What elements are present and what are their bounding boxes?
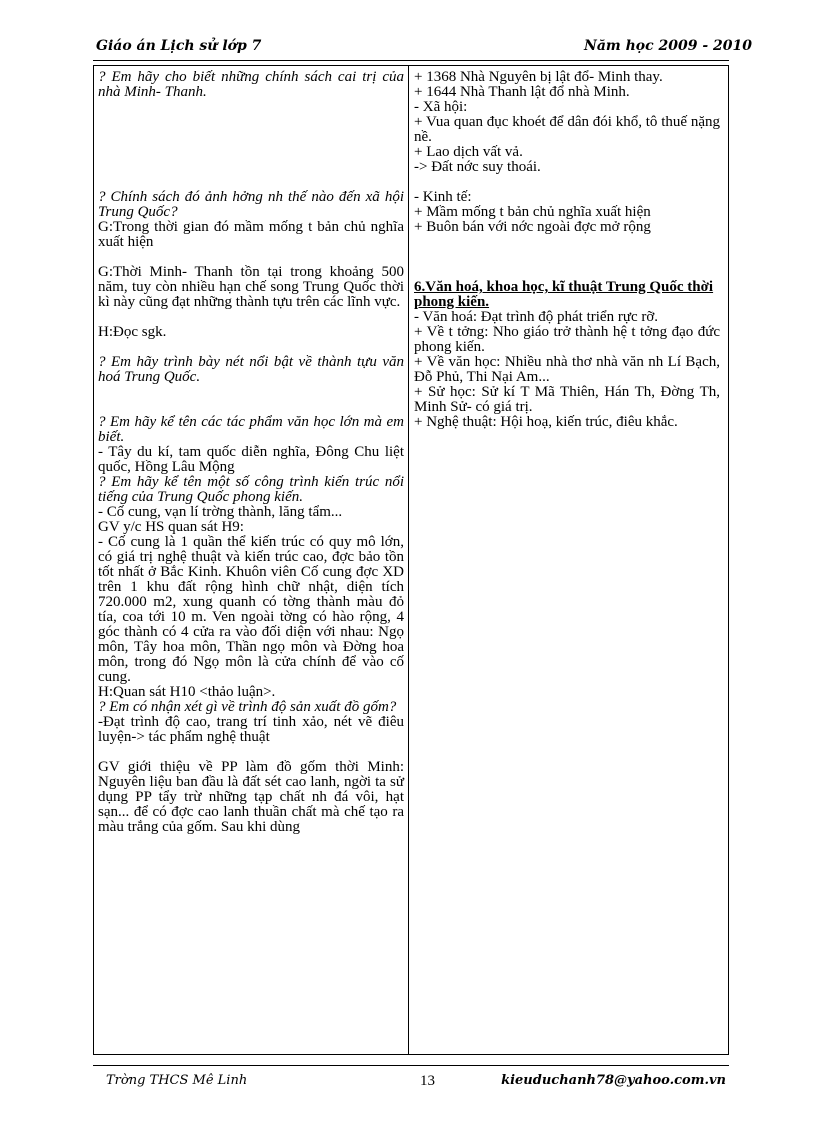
footer-email: kieuduchanh78@yahoo.com.vn <box>501 1073 726 1088</box>
spacer <box>414 265 720 280</box>
page-header <box>96 38 752 58</box>
paragraph: - Văn hoá: Đạt trình độ phát triển rực rỡ. <box>414 309 659 325</box>
knowledge-content <box>414 70 720 430</box>
paragraph: G:Trong thời gian đó mầm mống t bản chủ nghĩa xuất hiện <box>98 219 404 250</box>
paragraph: + Về t tởng: Nho giáo trở thành hệ t tởng đạo đức phong kiến. <box>414 324 720 355</box>
header-left: Giáo án Lịch sử lớp 7 <box>96 38 262 54</box>
teacher-question: ? Em hãy kể tên một số công trình kiến trúc nổi tiếng của Trung Quốc phong kiến. <box>98 474 404 505</box>
paragraph: G:Thời Minh- Thanh tồn tại trong khoảng 500 năm, tuy còn nhiều hạn chế song Trung Quốc thời kì này cũng đạt những thành tựu trên các lĩnh vực. <box>98 264 404 310</box>
footer-school: Trờng THCS Mê Linh <box>106 1073 248 1088</box>
paragraph: + Sử học: Sử kí T Mã Thiên, Hán Th, Đờng Th, Minh Sử- có giá trị. <box>414 384 720 415</box>
spacer <box>98 340 404 355</box>
paragraph: -Đạt trình độ cao, trang trí tinh xảo, nét vẽ điêu luyện-> tác phẩm nghệ thuật <box>98 714 404 745</box>
spacer <box>98 145 404 160</box>
paragraph: GV y/c HS quan sát H9: <box>98 519 244 535</box>
paragraph: - Tây du kí, tam quốc diễn nghĩa, Đông Chu liệt quốc, Hồng Lâu Mộng <box>98 444 404 475</box>
spacer <box>98 160 404 175</box>
spacer <box>98 100 404 115</box>
paragraph: + 1644 Nhà Thanh lật đổ nhà Minh. <box>414 84 630 100</box>
footer-rule <box>93 1065 729 1066</box>
paragraph: + Mầm mống t bản chủ nghĩa xuất hiện <box>414 204 651 220</box>
activity-content <box>98 70 404 835</box>
spacer <box>98 115 404 130</box>
spacer <box>98 130 404 145</box>
spacer <box>98 175 404 190</box>
spacer <box>414 175 720 190</box>
paragraph: + Vua quan đục khoét để dân đói khổ, tô thuế nặng nề. <box>414 114 720 145</box>
spacer <box>414 250 720 265</box>
paragraph: - Cố cung là 1 quần thể kiến trúc có quy mô lớn, có giá trị nghệ thuật và kiến trúc cao, đợc bảo tồn tốt nhất ở Bắc Kinh. Khuôn viên Cố cung đợc XD trên 1 khu đất rộng hình chữ nhật, diện tích 720.000 m2, xung quanh có tờng thành màu đỏ tía, coa tới 10 m. Ven ngoài tờng có hào rộng, 4 góc thành có 4 cửa ra vào đối diện với nhau: Ngọ môn, Tây hoa môn, Thần ngọ môn và Đờng hoa môn, trong đó Ngọ môn là cửa chính để vào cố cung. <box>98 534 404 685</box>
header-right: Năm học 2009 - 2010 <box>584 38 752 54</box>
paragraph: + Lao dịch vất vả. <box>414 144 523 160</box>
spacer <box>98 385 404 400</box>
paragraph: - Kinh tế: <box>414 189 472 205</box>
paragraph: + Về văn học: Nhiều nhà thơ nhà văn nh Lí Bạch, Đỗ Phủ, Thi Nại Am... <box>414 354 720 385</box>
paragraph: GV giới thiệu về PP làm đồ gốm thời Minh: Nguyên liệu ban đầu là đất sét cao lanh, ngời ta sử dụng PP tẩy trừ những tạp chất nh đá vôi, hạt sạn... để có đợc cao lanh thuần chất mà chế tạo ra màu trắng của gốm. Sau khi dùng <box>98 759 404 835</box>
paragraph: - Cố cung, vạn lí trờng thành, lăng tẩm... <box>98 504 343 520</box>
spacer <box>98 310 404 325</box>
teacher-question: ? Em hãy cho biết những chính sách cai trị của nhà Minh- Thanh. <box>98 69 404 100</box>
paragraph: + 1368 Nhà Nguyên bị lật đổ- Minh thay. <box>414 69 663 85</box>
teacher-question: ? Em hãy kể tên các tác phẩm văn học lớn mà em biết. <box>98 414 404 445</box>
spacer <box>98 250 404 265</box>
content-column <box>410 66 728 1054</box>
paragraph: + Buôn bán với nớc ngoài đợc mở rộng <box>414 219 651 235</box>
spacer <box>414 235 720 250</box>
page-number: 13 <box>420 1073 435 1089</box>
paragraph: -> Đất nớc suy thoái. <box>414 159 541 175</box>
spacer <box>98 745 404 760</box>
header-rule <box>93 60 729 61</box>
activity-column <box>94 66 409 1054</box>
teacher-question: ? Em có nhận xét gì về trình độ sản xuất đồ gốm? <box>98 699 397 715</box>
paragraph: H:Đọc sgk. <box>98 324 167 340</box>
paragraph: + Nghệ thuật: Hội hoạ, kiến trúc, điêu khắc. <box>414 414 678 430</box>
paragraph: H:Quan sát H10 <thảo luận>. <box>98 684 276 700</box>
section-heading: 6.Văn hoá, khoa học, kĩ thuật Trung Quốc thời phong kiến. <box>414 279 714 310</box>
page-footer <box>106 1073 726 1093</box>
teacher-question: ? Chính sách đó ảnh hởng nh thế nào đến xã hội Trung Quốc? <box>98 189 404 220</box>
lesson-table <box>93 65 729 1055</box>
paragraph: - Xã hội: <box>414 99 468 115</box>
teacher-question: ? Em hãy trình bày nét nổi bật về thành tựu văn hoá Trung Quốc. <box>98 354 404 385</box>
spacer <box>98 400 404 415</box>
